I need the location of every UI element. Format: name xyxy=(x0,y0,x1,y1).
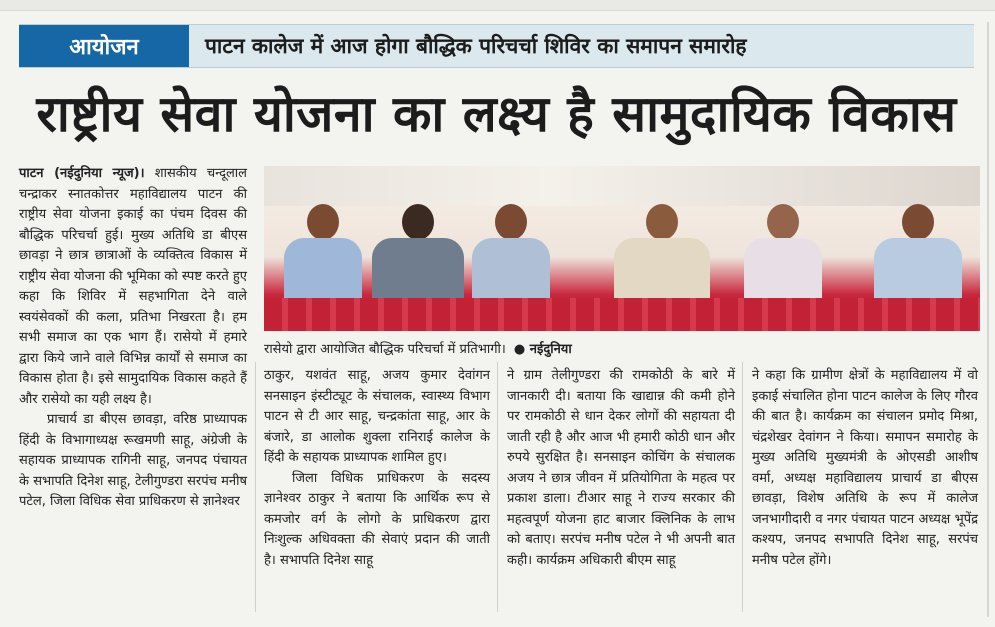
photo-banner xyxy=(264,166,980,206)
section-tag: आयोजन xyxy=(19,25,189,67)
paragraph-text: शासकीय चन्दूलाल चन्द्राकर स्नातकोत्तर महाविद्यालय पाटन की राष्ट्रीय सेवा योजना इकाई का पंचम दिवस की बौद्धिक परिचर्चा हुई। मुख्य अतिथि डा बीएस छावड़ा ने छात्र छात्राओं के व्यक्तित्व विकास में राष्ट्रीय सेवा योजना की भूमिका को स्पष्ट करते हुए कहा कि शिविर में सहभागिता देने वाले स्वयंसेवकों की कला, प्रतिभा निखरता है। हम सभी समाज का एक भाग हैं। रासेयो में हमारे द्वारा किये जाने वाले विभिन्न कार्यों से समाज का विकास होता है। इसे सामुदायिक विकास कहते हैं और रासेयो का यही लक्ष्य है। xyxy=(19,166,247,407)
article-column-2 xyxy=(264,366,490,571)
photo-credit: ● नईदुनिया xyxy=(513,342,572,357)
paragraph xyxy=(19,164,247,410)
person-figure xyxy=(284,204,362,298)
person-figure xyxy=(874,204,962,298)
kicker-headline: पाटन कालेज में आज होगा बौद्धिक परिचर्चा शिविर का समापन समारोह xyxy=(205,34,747,58)
previous-page-strip xyxy=(0,0,995,11)
main-headline: राष्ट्रीय सेवा योजना का लक्ष्य है सामुदायिक विकास xyxy=(36,85,957,143)
page-edge-rule xyxy=(987,22,989,617)
person-figure xyxy=(372,204,464,298)
column-rule xyxy=(742,362,743,612)
person-figure xyxy=(744,204,822,298)
person-figure xyxy=(472,204,550,298)
red-draped-table xyxy=(264,298,980,331)
paragraph: ने ग्राम तेलीगुण्डरा की रामकोठी के बारे में जानकारी दी। बताया कि खाद्यान्न की कमी होने पर रामकोठी से धान देकर लोगों की सहायता दी जाती रही है और आज भी हमारी कोठी धान और रुपये सुरक्षित है। सनसाइन कोचिंग के संचालक अजय ने छात्र जीवन में प्रतियोगिता के महत्व पर प्रकाश डाला। टीआर साहू ने राज्य सरकार की महत्वपूर्ण योजना हाट बाजार क्लिनिक के लाभ को बताए। सरपंच मनीष पटेल ने भी अपनी बात कही। कार्यक्रम अधिकारी बीएम साहू xyxy=(507,368,735,568)
article-column-3 xyxy=(507,366,735,571)
article-column-1 xyxy=(19,164,247,513)
column-rule xyxy=(497,362,498,612)
dateline: पाटन (नईदुनिया न्यूज)। xyxy=(19,166,145,181)
header-band xyxy=(19,24,974,68)
person-figure xyxy=(614,204,710,298)
column-rule xyxy=(255,362,256,612)
photo-caption xyxy=(264,337,704,359)
paragraph: जिला विधिक प्राधिकरण के सदस्य ज्ञानेश्वर ठाकुर ने बताया कि आर्थिक रूप से कमजोर वर्ग के लोगो के प्राधिकरण द्वारा निःशुल्क अधिवक्ता की सेवाएं प्रदान की जाती है। सभापति दिनेश साहू xyxy=(264,470,490,568)
paragraph: प्राचार्य डा बीएस छावड़ा, वरिष्ठ प्राध्यापक हिंदी के विभागाध्यक्ष रूखमणी साहू, अंग्रेजी के सहायक प्राध्यापक रागिनी साहू, जनपद पंचायत के सभापति दिनेश साहू, टेलीगुण्डरा सरपंच मनीष पटेल, जिला विधिक सेवा प्राधिकरण से ज्ञानेश्वर xyxy=(19,412,247,509)
event-photo xyxy=(264,166,980,331)
article-column-4 xyxy=(752,366,978,571)
paragraph: ठाकुर, यशवंत साहू, अजय कुमार देवांगन सनसाइन इंस्टीट्यूट के संचालक, स्वास्थ्य विभाग पाटन से टी आर साहू, चन्द्रकांता साहू, आर के बंजारे, डा आलोक शुक्ला रानिराई कालेज के हिंदी के सहायक प्राध्यापक शामिल हुए। xyxy=(264,368,490,465)
caption-text: रासेयो द्वारा आयोजित बौद्धिक परिचर्चा में प्रतिभागी। xyxy=(264,342,506,357)
paragraph: ने कहा कि ग्रामीण क्षेत्रों के महाविद्यालय में वो इकाई संचालित होना पाटन कालेज के लिए गौरव की बात है। कार्यक्रम का संचालन प्रमोद मिश्रा, चंद्रशेखर देवांगन ने किया। समापन समारोह के मुख्य अतिथि मुख्यमंत्री के ओएसडी आशीष वर्मा, अध्यक्ष महाविद्यालय प्राचार्य डा बीएस छावड़ा, विशेष अतिथि के रूप में कालेज जनभागीदारी व नगर पंचायत पाटन अध्यक्ष भूपेंद्र कश्यप, जनपद सभापति दिनेश साहू, सरपंच मनीष पटेल होंगे। xyxy=(752,368,978,568)
